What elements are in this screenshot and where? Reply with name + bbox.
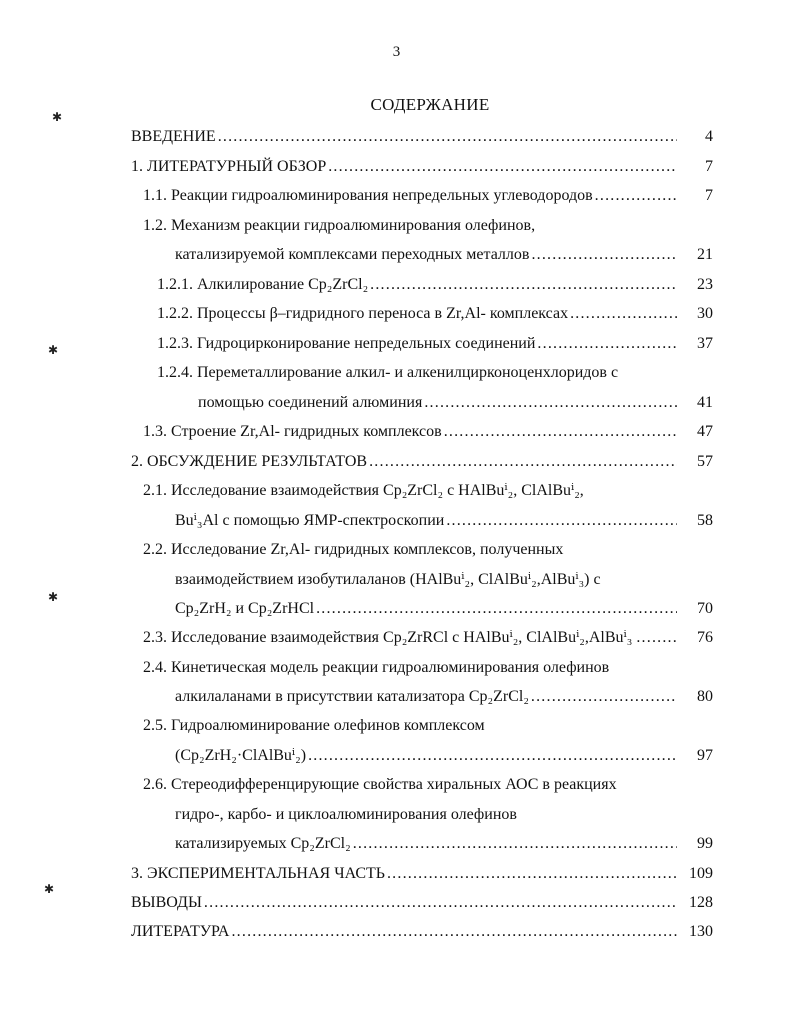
leader-dots <box>636 628 679 648</box>
toc-entry-2-5-line1: 2.5. Гидроалюминирование олефинов комплексом <box>143 717 485 734</box>
toc-entry-2-3[interactable] <box>143 628 713 648</box>
toc-label: катализируемых Cp₂ZrCl₂ <box>175 835 351 852</box>
scan-speck: ✱ <box>52 110 63 124</box>
toc-label: катализируемой комплексами переходных металлов <box>175 246 530 263</box>
toc-entry-1-2-1[interactable] <box>157 275 713 295</box>
leader-dots <box>316 599 677 619</box>
leader-dots <box>424 393 677 413</box>
leader-dots <box>531 687 677 707</box>
toc-page: 57 <box>697 453 713 470</box>
toc-page: 7 <box>705 187 713 204</box>
toc-label: 3. ЭКСПЕРИМЕНТАЛЬНАЯ ЧАСТЬ <box>131 865 385 882</box>
toc-label: 1.3. Строение Zr,Al- гидридных комплексов <box>143 423 442 440</box>
toc-entry-2-2-line2: взаимодействием изобутилаланов (HAlBuⁱ₂, ClAlBuⁱ₂,AlBuⁱ₃) с <box>175 571 601 588</box>
toc-label: Buⁱ₃Al с помощью ЯМР-спектроскопии <box>175 512 445 529</box>
toc-title: СОДЕРЖАНИЕ <box>370 95 490 114</box>
toc-label: 1.2.3. Гидроцирконирование непредельных соединений <box>157 335 536 352</box>
toc-entry-conclusions[interactable] <box>131 893 713 913</box>
toc-label: 2. ОБСУЖДЕНИЕ РЕЗУЛЬТАТОВ <box>131 453 368 470</box>
toc-page: 76 <box>697 629 713 646</box>
leader-dots <box>308 746 677 766</box>
toc-entry-1-2-4[interactable] <box>198 393 713 413</box>
leader-dots <box>595 186 677 206</box>
toc-label: 1.2.1. Алкилирование Cp₂ZrCl₂ <box>157 276 369 293</box>
toc-entry-1-2-4-line1: 1.2.4. Переметаллирование алкил- и алкенилцирконоценхлоридов с <box>157 364 619 381</box>
toc-entry-2-2[interactable] <box>175 599 713 619</box>
toc-page: 37 <box>697 335 713 352</box>
toc-label: ВВЕДЕНИЕ <box>131 128 216 145</box>
toc-label: помощью соединений алюминия <box>198 394 423 411</box>
toc-entry-section-1[interactable] <box>131 157 713 177</box>
toc-label: Cp₂ZrH₂ и Cp₂ZrHCl <box>175 600 315 617</box>
toc-page: 99 <box>697 835 713 852</box>
toc-label: 1.2.2. Процессы β–гидридного переноса в Zr,Al- комплексах <box>157 305 569 322</box>
leader-dots <box>446 511 677 531</box>
toc-page: 128 <box>689 894 713 911</box>
toc-page: 80 <box>697 688 713 705</box>
toc-label: ВЫВОДЫ <box>131 894 202 911</box>
leader-dots <box>218 127 677 147</box>
toc-page: 109 <box>689 865 713 882</box>
toc-entry-section-2[interactable] <box>131 452 713 472</box>
toc-page: 23 <box>697 276 713 293</box>
leader-dots <box>328 157 677 177</box>
toc-entry-1-2-line1: 1.2. Механизм реакции гидроалюминирования олефинов, <box>143 217 536 234</box>
leader-dots <box>369 452 677 472</box>
scan-speck: ✱ <box>48 590 59 604</box>
toc-page: 130 <box>689 923 713 940</box>
toc-entry-1-2[interactable] <box>175 245 713 265</box>
toc-entry-1-1[interactable] <box>143 186 713 206</box>
leader-dots <box>570 304 677 324</box>
page-number: 3 <box>392 44 401 60</box>
toc-entry-2-6-line1: 2.6. Стереодифференцирующие свойства хиральных АОС в реакциях <box>143 776 617 793</box>
leader-dots <box>537 334 677 354</box>
scan-speck: ✱ <box>48 343 59 357</box>
toc-label: ЛИТЕРАТУРА <box>131 923 230 940</box>
toc-entry-section-3[interactable] <box>131 864 713 884</box>
toc-entry-1-2-3[interactable] <box>157 334 713 354</box>
toc-entry-2-5[interactable] <box>175 746 713 766</box>
toc-entry-2-6-line2: гидро-, карбо- и циклоалюминирования олефинов <box>175 806 517 823</box>
leader-dots <box>444 422 677 442</box>
toc-page: 97 <box>697 747 713 764</box>
toc-entry-1-3[interactable] <box>143 422 713 442</box>
toc-page: 7 <box>705 158 713 175</box>
toc-page: 47 <box>697 423 713 440</box>
toc-page: 21 <box>697 246 713 263</box>
toc-entry-2-1-line1: 2.1. Исследование взаимодействия Cp₂ZrCl₂ с HAlBuⁱ₂, ClAlBuⁱ₂, <box>143 482 584 499</box>
toc-entry-intro[interactable] <box>131 127 713 147</box>
leader-dots <box>231 922 677 942</box>
toc-entry-2-6[interactable] <box>175 834 713 854</box>
toc-page: 30 <box>697 305 713 322</box>
toc-label: 1. ЛИТЕРАТУРНЫЙ ОБЗОР <box>131 158 327 175</box>
toc-page: 41 <box>697 394 713 411</box>
toc-label: 1.1. Реакции гидроалюминирования непредельных углеводородов <box>143 187 593 204</box>
toc-entry-1-2-2[interactable] <box>157 304 713 324</box>
toc-entry-2-1[interactable] <box>175 511 713 531</box>
leader-dots <box>370 275 677 295</box>
leader-dots <box>531 245 677 265</box>
toc-page: 70 <box>697 600 713 617</box>
toc-label: алкилаланами в присутствии катализатора Cp₂ZrCl₂ <box>175 688 529 705</box>
leader-dots <box>204 893 677 913</box>
toc-entry-2-2-line1: 2.2. Исследование Zr,Al- гидридных комплексов, полученных <box>143 541 564 558</box>
toc-label: 2.3. Исследование взаимодействия Cp₂ZrRCl с HAlBuⁱ₂, ClAlBuⁱ₂,AlBuⁱ₃ <box>143 629 633 646</box>
toc-label: (Cp₂ZrH₂·ClAlBuⁱ₂) <box>175 747 307 764</box>
leader-dots <box>353 834 677 854</box>
toc-page: 58 <box>697 512 713 529</box>
leader-dots <box>387 864 677 884</box>
toc-entry-2-4[interactable] <box>175 687 713 707</box>
toc-page: 4 <box>705 128 713 145</box>
toc-entry-literature[interactable] <box>131 922 713 942</box>
toc-entry-2-4-line1: 2.4. Кинетическая модель реакции гидроалюминирования олефинов <box>143 659 610 676</box>
scan-speck: ✱ <box>44 882 55 896</box>
